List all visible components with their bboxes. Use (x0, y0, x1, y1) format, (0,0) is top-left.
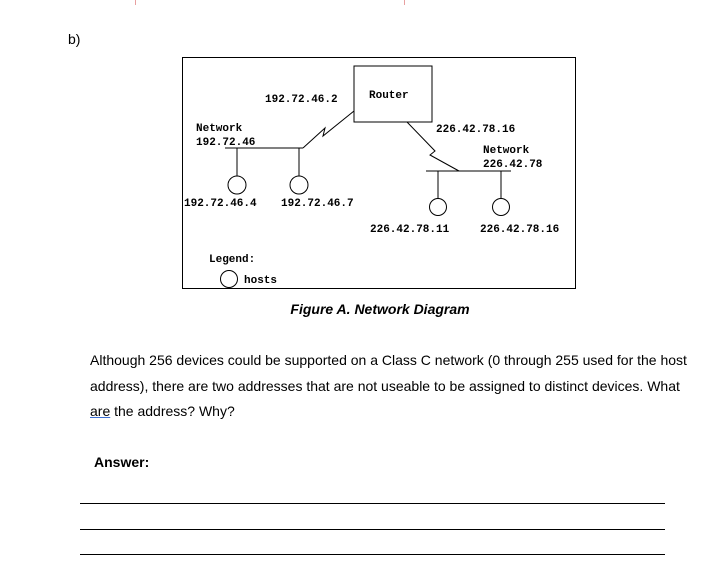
right-host-1-ip: 226.42.78.11 (370, 224, 450, 236)
router-label: Router (369, 90, 409, 102)
answer-line-1[interactable] (80, 503, 665, 504)
top-mark-right (404, 0, 405, 5)
answer-label: Answer: (94, 454, 150, 470)
right-host-1-icon (430, 199, 447, 216)
top-mark-left (135, 0, 136, 5)
router-ip-left: 192.72.46.2 (265, 94, 338, 106)
left-network-address: 192.72.46 (196, 137, 256, 149)
legend-title: Legend: (209, 254, 256, 266)
left-serial-link (303, 111, 354, 148)
left-host-1-ip: 192.72.46.4 (184, 198, 257, 210)
network-diagram (183, 58, 575, 288)
right-network-address: 226.42.78 (483, 159, 543, 171)
question-paragraph (90, 348, 690, 425)
right-host-2-icon (493, 199, 510, 216)
legend-host-icon (221, 271, 238, 288)
right-network-title: Network (483, 145, 530, 157)
figure-caption-text: Figure A. Network Diagram (290, 301, 470, 317)
answer-line-3[interactable] (80, 554, 665, 555)
left-host-1-icon (228, 176, 246, 194)
top-page-marks (0, 0, 727, 6)
right-host-2-ip: 226.42.78.16 (480, 224, 560, 236)
answer-line-2[interactable] (80, 529, 665, 530)
question-text-after: the address? Why? (110, 403, 235, 419)
left-host-2-icon (290, 176, 308, 194)
router-ip-right: 226.42.78.16 (436, 124, 516, 136)
section-label: b) (68, 31, 81, 47)
left-host-2-ip: 192.72.46.7 (281, 198, 354, 210)
left-network-title: Network (196, 123, 243, 135)
legend-hosts-label: hosts (244, 275, 278, 287)
question-text-before: Although 256 devices could be supported on a Class C network (0 through 255 used for the host address), there are two addresses that are not useable to be assigned to distinct devices. What (90, 352, 687, 394)
network-diagram-figure (182, 57, 576, 289)
figure-caption (0, 301, 727, 317)
question-underlined-word: are (90, 403, 111, 419)
